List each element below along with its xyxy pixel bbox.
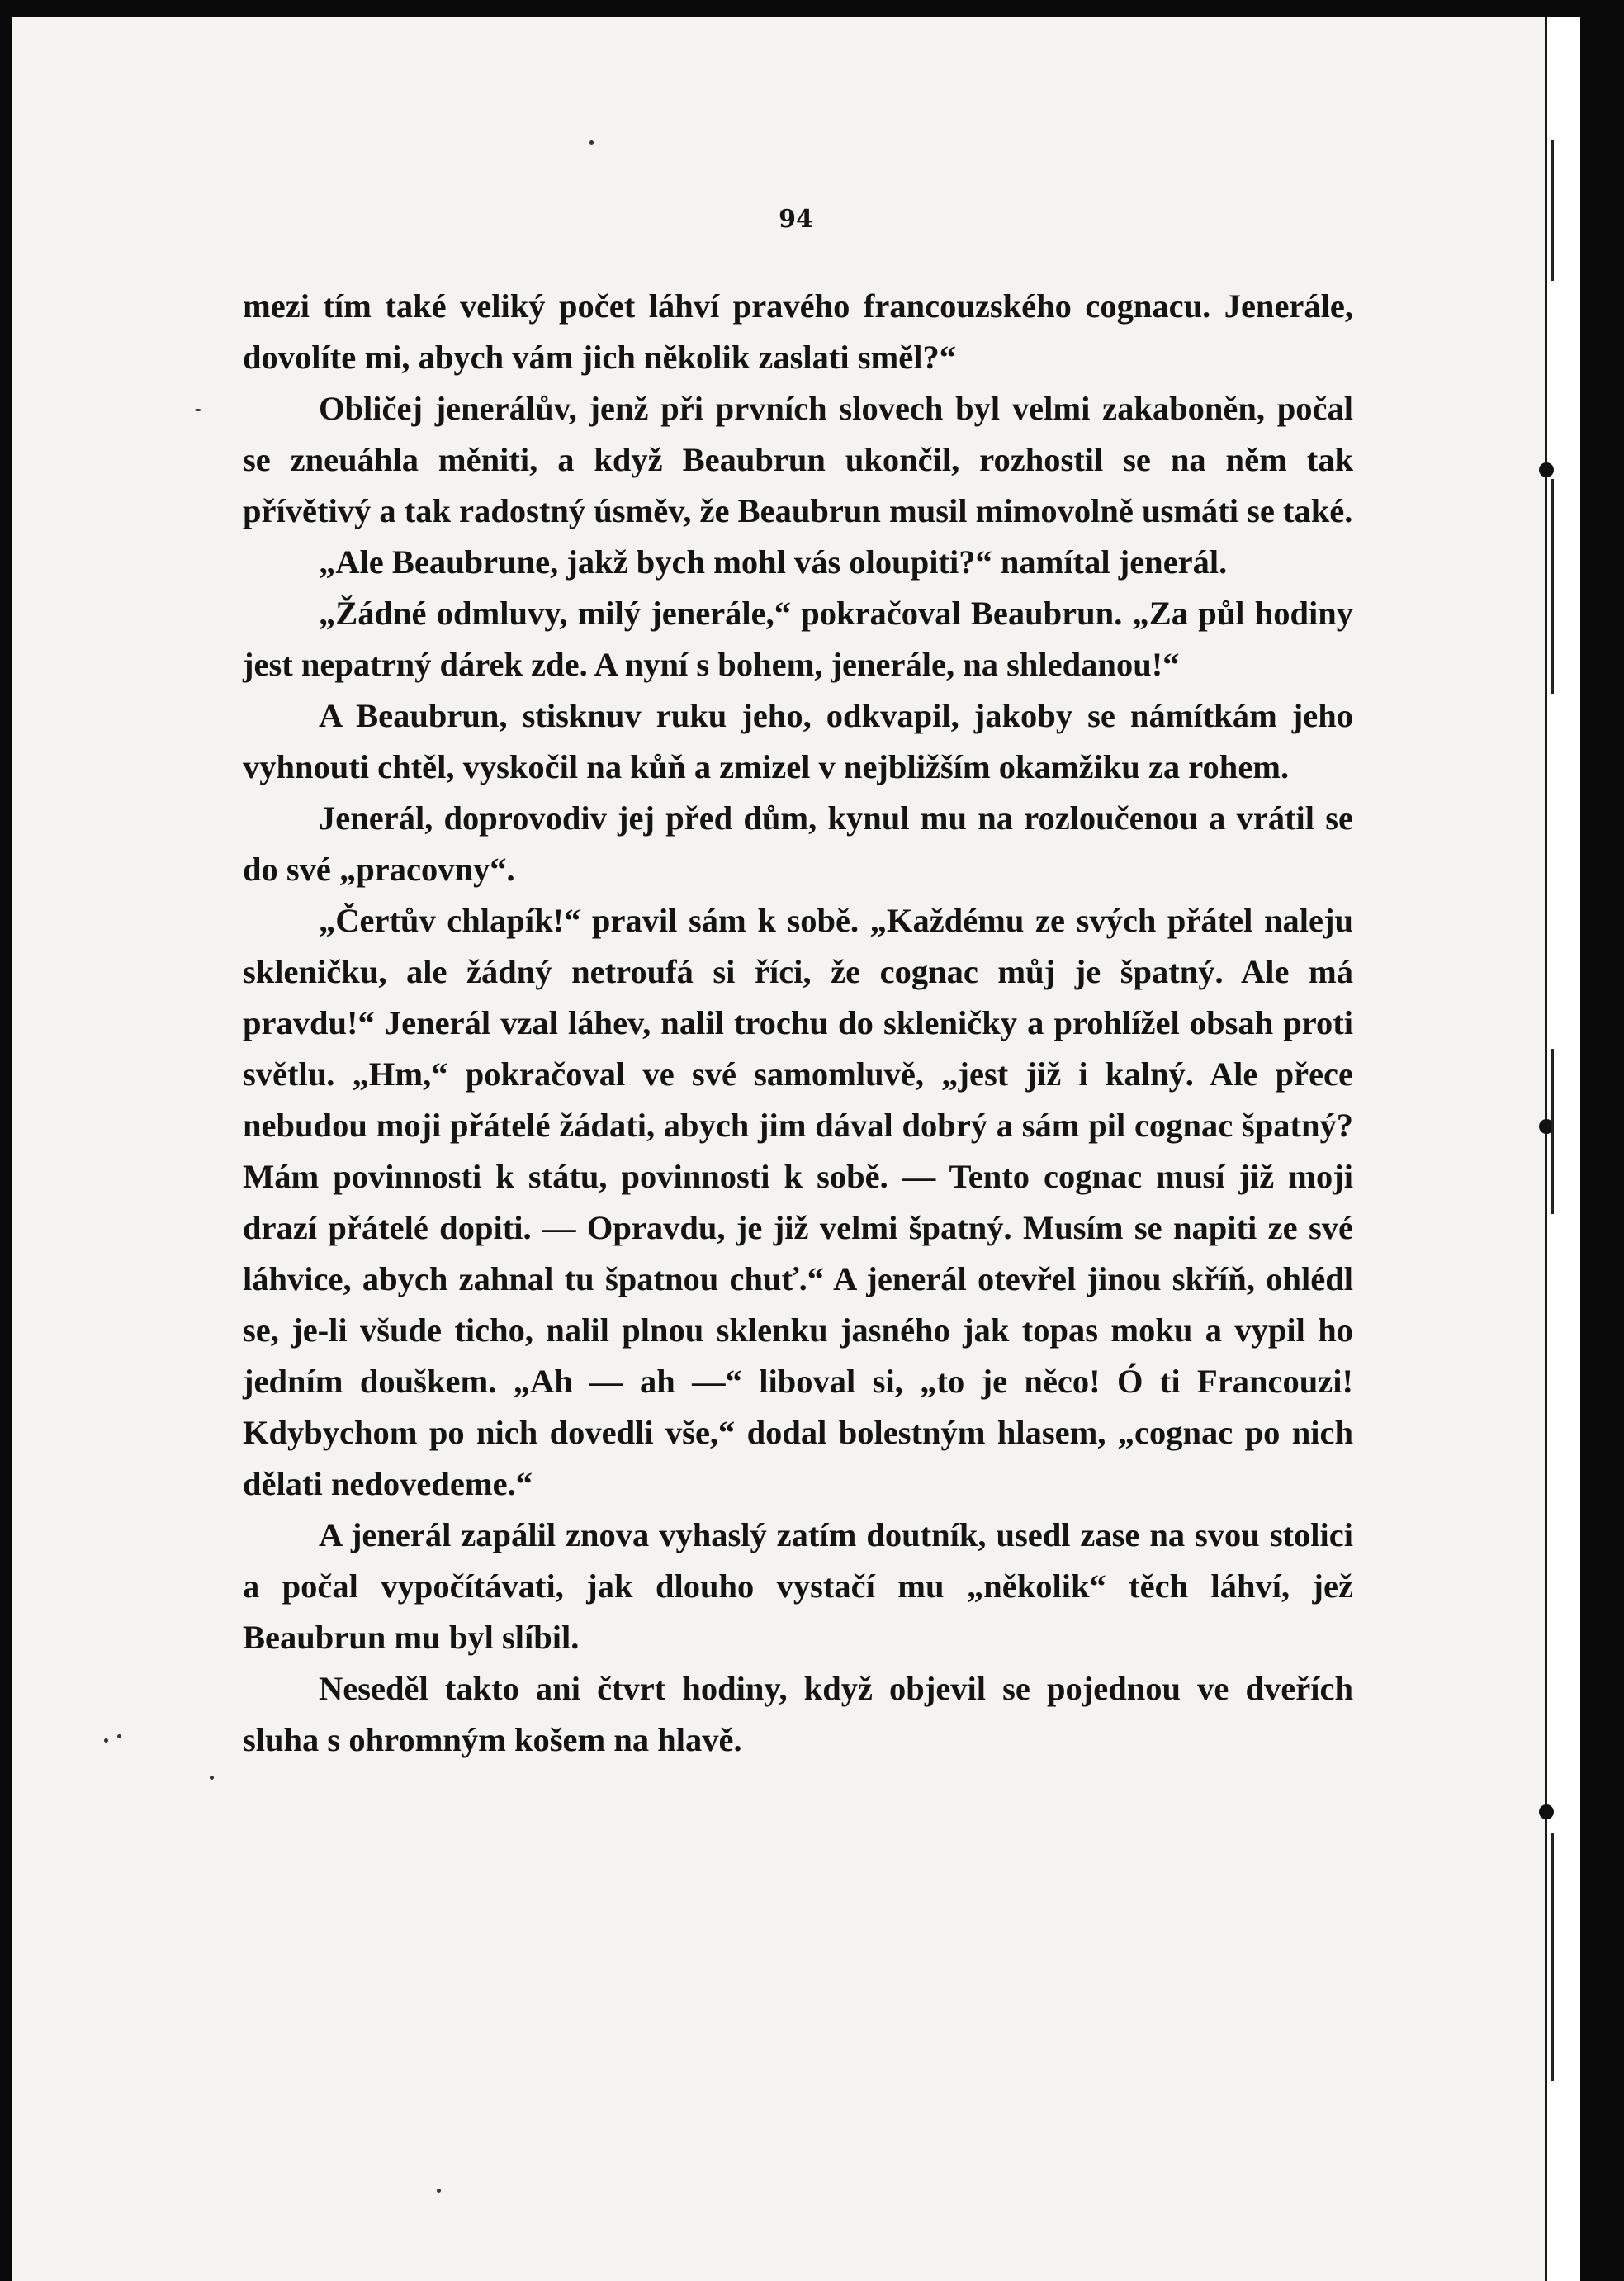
paragraph: Neseděl takto ani čtvrt hodiny, když objevil se pojednou ve dveřích sluha s ohromným košem na hlavě.	[243, 1670, 1353, 1758]
paper-speck	[104, 1738, 108, 1743]
edge-line	[1551, 1833, 1554, 2081]
paragraph: „Žádné odmluvy, milý jenerále,“ pokračoval Beaubrun. „Za půl hodiny jest nepatrný dárek zde. A nyní s bohem, jenerále, na shledanou!“	[243, 595, 1353, 683]
paper-speck	[210, 1776, 214, 1780]
paragraph: mezi tím také veliký počet láhví pravého francouzského cognacu. Jenerále, dovolíte mi, abych vám jich několik zaslati směl?“	[243, 287, 1353, 376]
edge-line	[1551, 1049, 1554, 1214]
book-page	[12, 17, 1580, 2281]
edge-mark	[1539, 462, 1554, 477]
paragraph: Obličej jenerálův, jenž při prvních slovech byl velmi zakaboněn, počal se zneuáhla měniti, a když Beaubrun ukončil, rozhostil se na něm tak přívětivý a tak radostný úsměv, že Beaubrun musil mimovolně usmáti se také.	[243, 390, 1353, 529]
edge-mark	[1539, 1804, 1554, 1819]
paper-speck	[589, 140, 594, 145]
scan-edge-band	[1545, 17, 1580, 2281]
edge-line	[1551, 479, 1554, 694]
paragraph: „Čertův chlapík!“ pravil sám k sobě. „Každému ze svých přátel naleju skleničku, ale žádný netroufá si říci, že cognac můj je špatný. Ale má pravdu!“ Jenerál vzal láhev, nalil trochu do skleničky a prohlížel obsah proti světlu. „Hm,“ pokračoval ve své samomluvě, „jest již i kalný. Ale přece nebudou moji přátelé žádati, abych jim dával dobrý a sám pil cognac špatný? Mám povinnosti k státu, povinnosti k sobě. — Tento cognac musí již moji drazí přátelé dopiti. — Opravdu, je již velmi špatný. Musím se napiti ze své láhvice, abych zahnal tu špatnou chuť.“ A jenerál otevřel jinou skříň, ohlédl se, je-li všude ticho, nalil plnou sklenku jasného jak topas moku a vypil ho jedním douškem. „Ah — ah —“ liboval si, „to je něco! Ó ti Francouzi! Kdybychom po nich dovedli vše,“ dodal bolestným hlasem, „cognac po nich dělati nedovedeme.“	[243, 902, 1353, 1502]
paper-speck	[195, 409, 201, 411]
paragraph: „Ale Beaubrune, jakž bych mohl vás oloupiti?“ namítal jenerál.	[319, 543, 1228, 581]
paragraph: A jenerál zapálil znova vyhaslý zatím doutník, usedl zase na svou stolici a počal vypočítávati, jak dlouho vystačí mu „několik“ těch láhví, jež Beaubrun mu byl slíbil.	[243, 1516, 1353, 1656]
paper-speck	[437, 2189, 441, 2193]
paragraph: A Beaubrun, stisknuv ruku jeho, odkvapil, jakoby se námítkám jeho vyhnouti chtěl, vyskočil na kůň a zmizel v nejbližším okamžiku za rohem.	[243, 697, 1353, 785]
body-text	[243, 281, 1353, 1766]
edge-line	[1551, 140, 1554, 281]
paper-speck	[117, 1734, 121, 1738]
paragraph: Jenerál, doprovodiv jej před dům, kynul mu na rozloučenou a vrátil se do své „pracovny“.	[243, 799, 1353, 888]
page-number: 94	[779, 205, 813, 234]
